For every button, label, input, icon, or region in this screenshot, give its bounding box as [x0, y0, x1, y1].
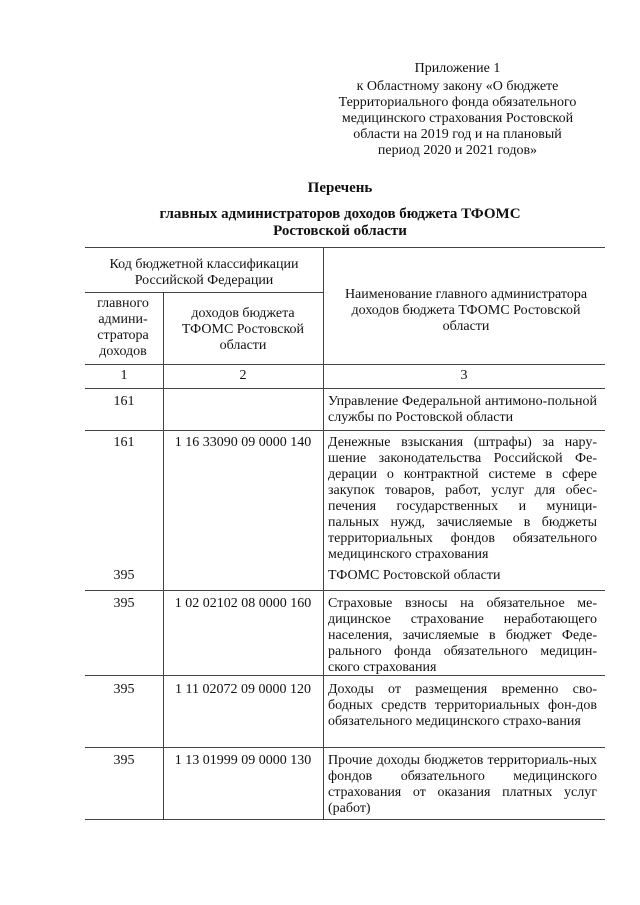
- admin-code: 395: [113, 682, 135, 697]
- administrator-name: ТФОМС Ростовской области: [328, 568, 501, 583]
- header-col-admin: главного админи-стратора доходов: [97, 296, 149, 359]
- admin-code: 161: [113, 394, 135, 409]
- appendix-block: [320, 61, 595, 159]
- administrator-name: Денежные взыскания (штрафы) за нару-шение законодательства Российской Фе-дерации о контрактной системе в сфере закупок товаров, работ, услуг для обес-печения государственных и муници-пальных нужд, зачисляемые в бюджеты территориальных фондов обязательного медицинского страхования: [328, 435, 597, 562]
- revenue-code: 1 02 02102 08 0000 160: [174, 596, 312, 611]
- revenue-code: 1 11 02072 09 0000 120: [175, 682, 311, 697]
- header-group: Код бюджетной классификации Российской Федерации: [109, 257, 299, 288]
- revenue-code: 1 16 33090 09 0000 140: [174, 435, 312, 450]
- header-col-name: Наименование главного администратора доходов бюджета ТФОМС Ростовской области: [344, 287, 588, 334]
- table-rule: [85, 819, 605, 820]
- table-rule: [85, 292, 323, 293]
- appendix-line: медицинского страхования Ростовской: [341, 111, 574, 126]
- admin-code: 161: [113, 435, 135, 450]
- administrator-name: Страховые взносы на обязательное ме-дицинское страхование неработающего населения, зачисляемые в бюджет Феде-рального фонда обязательного медицин-ского страхования: [328, 596, 597, 675]
- appendix-title: Приложение 1: [414, 61, 501, 76]
- document-title: Перечень: [307, 180, 373, 196]
- table-rule: [323, 247, 324, 819]
- admin-code: 395: [113, 596, 135, 611]
- column-number: 2: [239, 368, 247, 383]
- column-number: 3: [460, 368, 468, 383]
- administrator-name: Прочие доходы бюджетов территориаль-ных фондов обязательного медицинского страхования от оказания платных услуг (работ): [328, 753, 597, 816]
- table-rule: [85, 247, 605, 248]
- subtitle-line: Ростовской области: [273, 223, 407, 239]
- subtitle-line: главных администраторов доходов бюджета ТФОМС: [159, 206, 521, 222]
- appendix-line: области на 2019 год и на плановый: [353, 127, 562, 142]
- appendix-line: Территориального фонда обязательного: [338, 95, 577, 110]
- administrator-name: Управление Федеральной антимоно-польной службы по Ростовской области: [328, 394, 597, 425]
- administrator-name: Доходы от размещения временно сво-бодных средств территориальных фон-дов обязательного медицинского страхо-вания: [328, 682, 597, 729]
- revenue-administrators-table: [85, 247, 605, 822]
- appendix-line: период 2020 и 2021 годов»: [377, 143, 538, 158]
- column-number: 1: [120, 368, 128, 383]
- header-col-code: доходов бюджета ТФОМС Ростовской области: [181, 306, 305, 353]
- document-subtitle: [80, 206, 600, 240]
- appendix-line: к Областному закону «О бюджете: [356, 79, 559, 94]
- admin-code: 395: [113, 753, 135, 768]
- revenue-code: 1 13 01999 09 0000 130: [174, 753, 312, 768]
- admin-code: 395: [113, 568, 135, 583]
